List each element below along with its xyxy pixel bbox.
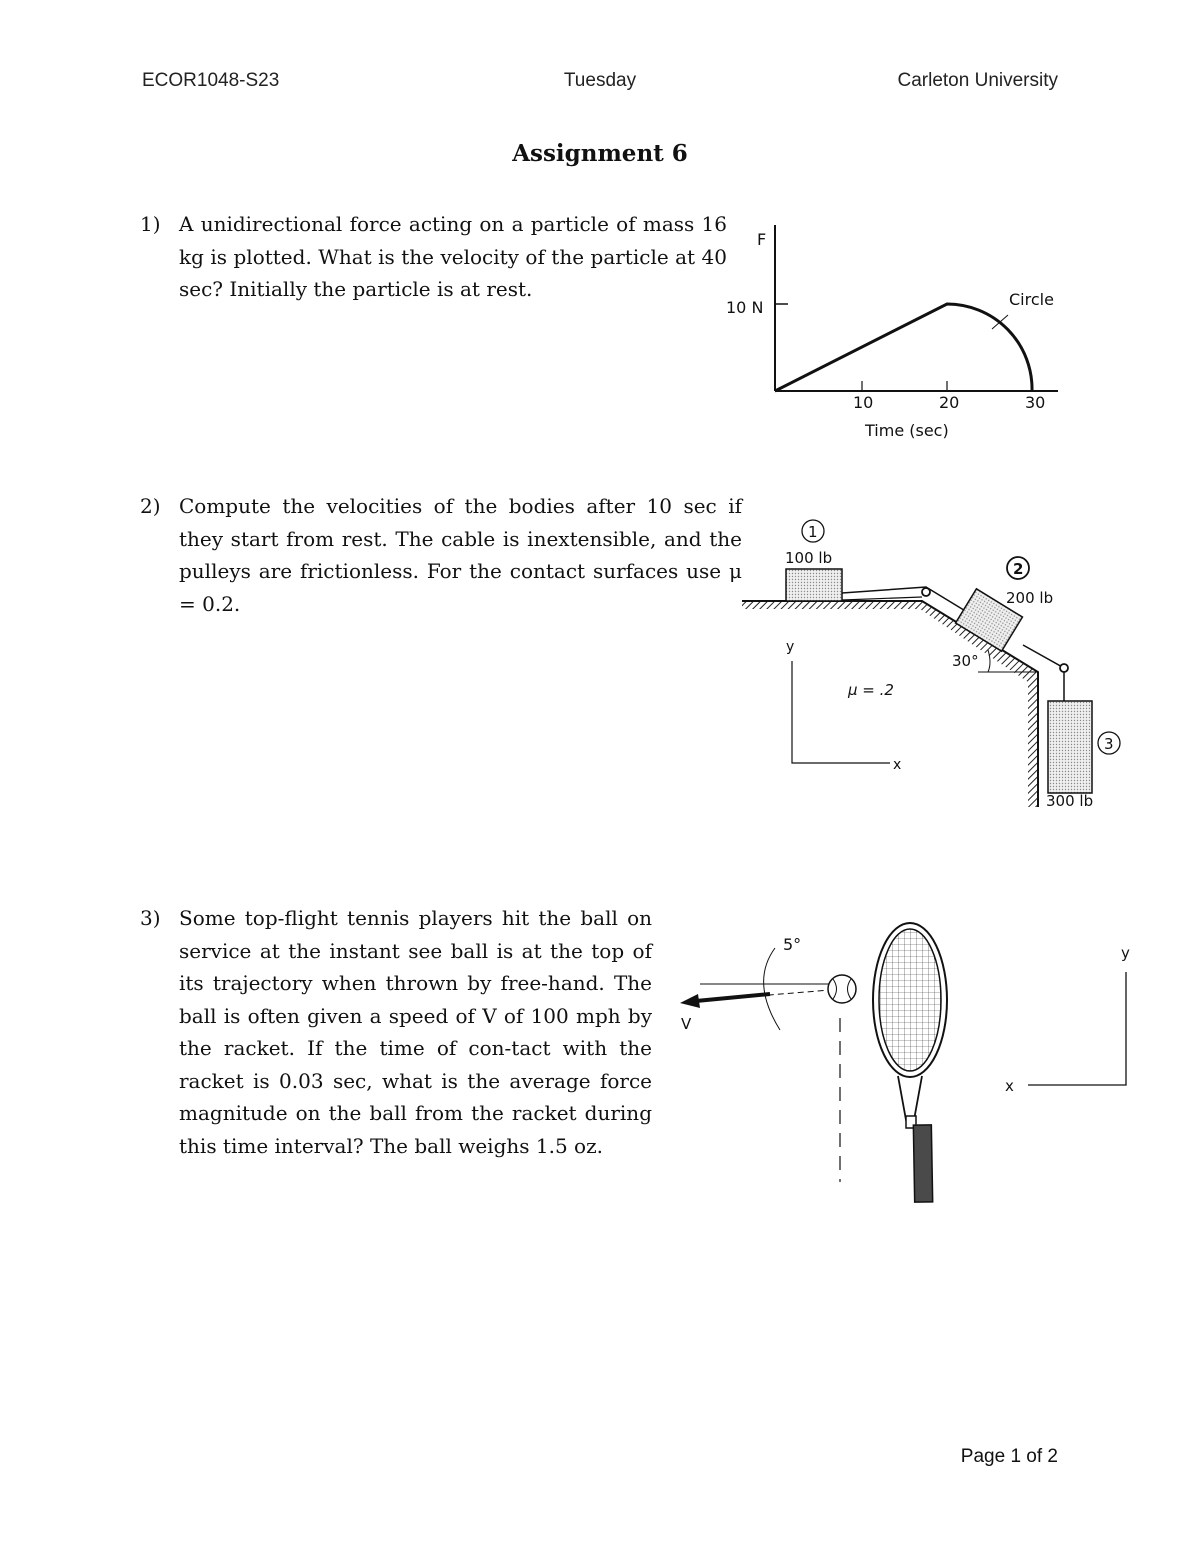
- racket-throat: [898, 1076, 922, 1120]
- block-2-weight: 200 lb: [1006, 589, 1054, 607]
- pulley-blocks-diagram: [740, 515, 1140, 815]
- friction-label: μ = .2: [848, 681, 894, 699]
- velocity-label: V: [681, 1015, 692, 1033]
- force-curve: [775, 304, 1032, 391]
- axis-x-label: x: [893, 757, 902, 773]
- cable-lower: [842, 597, 922, 600]
- coordinate-axes: [1028, 972, 1126, 1085]
- problem-1-number: 1): [140, 212, 161, 236]
- coordinate-axes: [792, 661, 890, 763]
- velocity-arrow: [696, 994, 770, 1001]
- tennis-serve-diagram: [670, 920, 1140, 1210]
- axis-y-label: y: [786, 639, 795, 655]
- institution-name: Carleton University: [897, 70, 1058, 91]
- block-1-weight: 100 lb: [785, 549, 833, 567]
- f-label: F: [757, 230, 767, 249]
- block-2-number: 2: [1013, 560, 1024, 578]
- force-time-graph: [720, 225, 1070, 450]
- block-1: [786, 569, 842, 601]
- angle-label: 30°: [952, 652, 979, 670]
- tennis-ball: [828, 975, 856, 1003]
- x-tick-label-30: 30: [1025, 393, 1046, 412]
- racket-frame-inner: [879, 929, 941, 1071]
- problem-1-text: A unidirectional force acting on a particle of mass 16 kg is plotted. What is the velocity of the particle at 40 sec? Initially the particle is at rest.: [179, 212, 727, 301]
- axis-y-label: y: [1121, 944, 1130, 962]
- course-code: ECOR1048-S23: [142, 70, 280, 91]
- axis-x-label: x: [1005, 1077, 1014, 1095]
- racket-handle: [913, 1125, 932, 1202]
- y-tick-label: 10 N: [726, 298, 764, 317]
- velocity-arrowhead: [680, 994, 700, 1008]
- block-1-number: 1: [808, 523, 818, 541]
- header-day: Tuesday: [563, 70, 637, 91]
- page-title: Assignment 6: [512, 140, 688, 167]
- x-axis-label: Time (sec): [865, 421, 949, 440]
- x-tick-label-20: 20: [939, 393, 960, 412]
- x-tick-label-10: 10: [853, 393, 874, 412]
- block-3-number: 3: [1104, 735, 1114, 753]
- problem-3-number: 3): [140, 906, 161, 930]
- angle-label: 5°: [783, 935, 802, 954]
- problem-2-text: Compute the velocities of the bodies after 10 sec if they start from rest. The cable is inextensible, and the pulleys are frictionless. For the contact surfaces use μ = 0.2.: [179, 494, 742, 616]
- circle-label: Circle: [1009, 290, 1054, 309]
- page-number: Page 1 of 2: [960, 1446, 1058, 1467]
- problem-3-text: Some top-flight tennis players hit the ball on service at the instant see ball is at the top of its trajectory when thrown by free-hand. The ball is often given a speed of V of 100 mph by the racket. If the time of con-tact with the racket is 0.03 sec, what is the average force magnitude on the ball from the racket during this time interval? The ball weighs 1.5 oz.: [179, 906, 652, 1158]
- angle-arc: [764, 948, 780, 1030]
- problem-2-number: 2): [140, 494, 161, 518]
- pulley-lower: [1060, 664, 1068, 672]
- block-3-weight: 300 lb: [1046, 792, 1094, 810]
- pulley-upper: [922, 588, 930, 596]
- block-3: [1048, 701, 1092, 793]
